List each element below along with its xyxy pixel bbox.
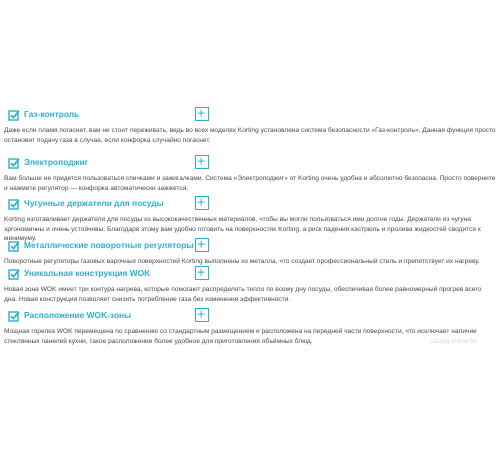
feature-header[interactable] — [4, 237, 496, 255]
feature-metal-knobs — [0, 237, 500, 265]
feature-description: Новая зона WOK имеет три контура нагрева, которые помогают распределять тепло по всему дну посуды, обеспечивая более равномерный прогрев всего дна. Новая конструкция позволяет снизить потребление газа без изменения эффективности. — [4, 286, 482, 303]
check-icon — [8, 109, 20, 121]
check-icon — [8, 268, 20, 280]
plus-icon — [196, 309, 208, 321]
check-icon — [8, 198, 20, 210]
feature-header[interactable] — [4, 265, 496, 283]
feature-wok-position — [0, 307, 500, 347]
expand-toggle-button[interactable] — [195, 266, 209, 280]
feature-description: Вам больше не придется пользоваться спичками и зажигалками. Система «Электроподжиг» от Korting очень удобна и абсолютно безопасна. Просто поверните и нажмите регулятор — конфорка автоматически зажжется. — [4, 175, 496, 192]
feature-title[interactable]: Газ-контроль — [24, 109, 80, 119]
check-icon — [8, 240, 20, 252]
expand-toggle-button[interactable] — [195, 238, 209, 252]
expand-toggle-button[interactable] — [195, 155, 209, 169]
watermark: catalog.onliner.by — [430, 339, 477, 345]
features-list — [0, 106, 500, 347]
feature-header[interactable] — [4, 307, 496, 325]
feature-title[interactable]: Расположение WOK-зоны — [24, 310, 132, 320]
plus-icon — [196, 239, 208, 251]
plus-icon — [196, 267, 208, 279]
feature-header[interactable] — [4, 195, 496, 213]
plus-icon — [196, 108, 208, 120]
expand-toggle-button[interactable] — [195, 308, 209, 322]
feature-header[interactable] — [4, 154, 496, 172]
feature-description: Даже если пламя погаснет, вам не стоит переживать, ведь во всех моделях Korting установлена система безопасности «Газ-контроль». Данная функция просто остановит подачу газа в случае, если конфорка случайно погаснет. — [4, 127, 496, 144]
feature-wok-design — [0, 265, 500, 307]
plus-icon — [196, 197, 208, 209]
feature-description: Мощная горелка WOK перемещена по сравнению со стандартным размещением и расположена на передней части поверхности, что исключает наличие стеклянных панелей кухни, такое расположение более удобное для приготовления объёмных блюд. — [4, 328, 477, 345]
feature-header[interactable] — [4, 106, 496, 124]
feature-cast-iron-supports — [0, 195, 500, 243]
expand-toggle-button[interactable] — [195, 196, 209, 210]
check-icon — [8, 157, 20, 169]
feature-title[interactable]: Чугунные держатели для посуды — [24, 198, 164, 208]
expand-toggle-button[interactable] — [195, 107, 209, 121]
feature-description: Поворотные регуляторы газовых варочных поверхностей Korting выполнены из металла, что создает профессиональный стиль и препятствует их нагреву. — [4, 258, 480, 265]
feature-electric-ignition — [0, 154, 500, 195]
feature-title[interactable]: Металлические поворотные регуляторы — [24, 240, 194, 250]
feature-title[interactable]: Уникальная конструкция WOK — [24, 268, 151, 278]
check-icon — [8, 310, 20, 322]
feature-gas-control — [0, 106, 500, 154]
feature-description: Korting изготавливает держатели для посуды из высококачественных материалов, чтобы вы могли пользоваться ими долгие годы. Держатели из чугуна эргономичны и очень устойчивы. Благодаря этому вам удобно готовить на поверхностях Korting, а риск падения кастрюль и пролива жидкостей сводится к минимуму. — [4, 216, 481, 243]
plus-icon — [196, 156, 208, 168]
feature-title[interactable]: Электроподжиг — [24, 157, 89, 167]
